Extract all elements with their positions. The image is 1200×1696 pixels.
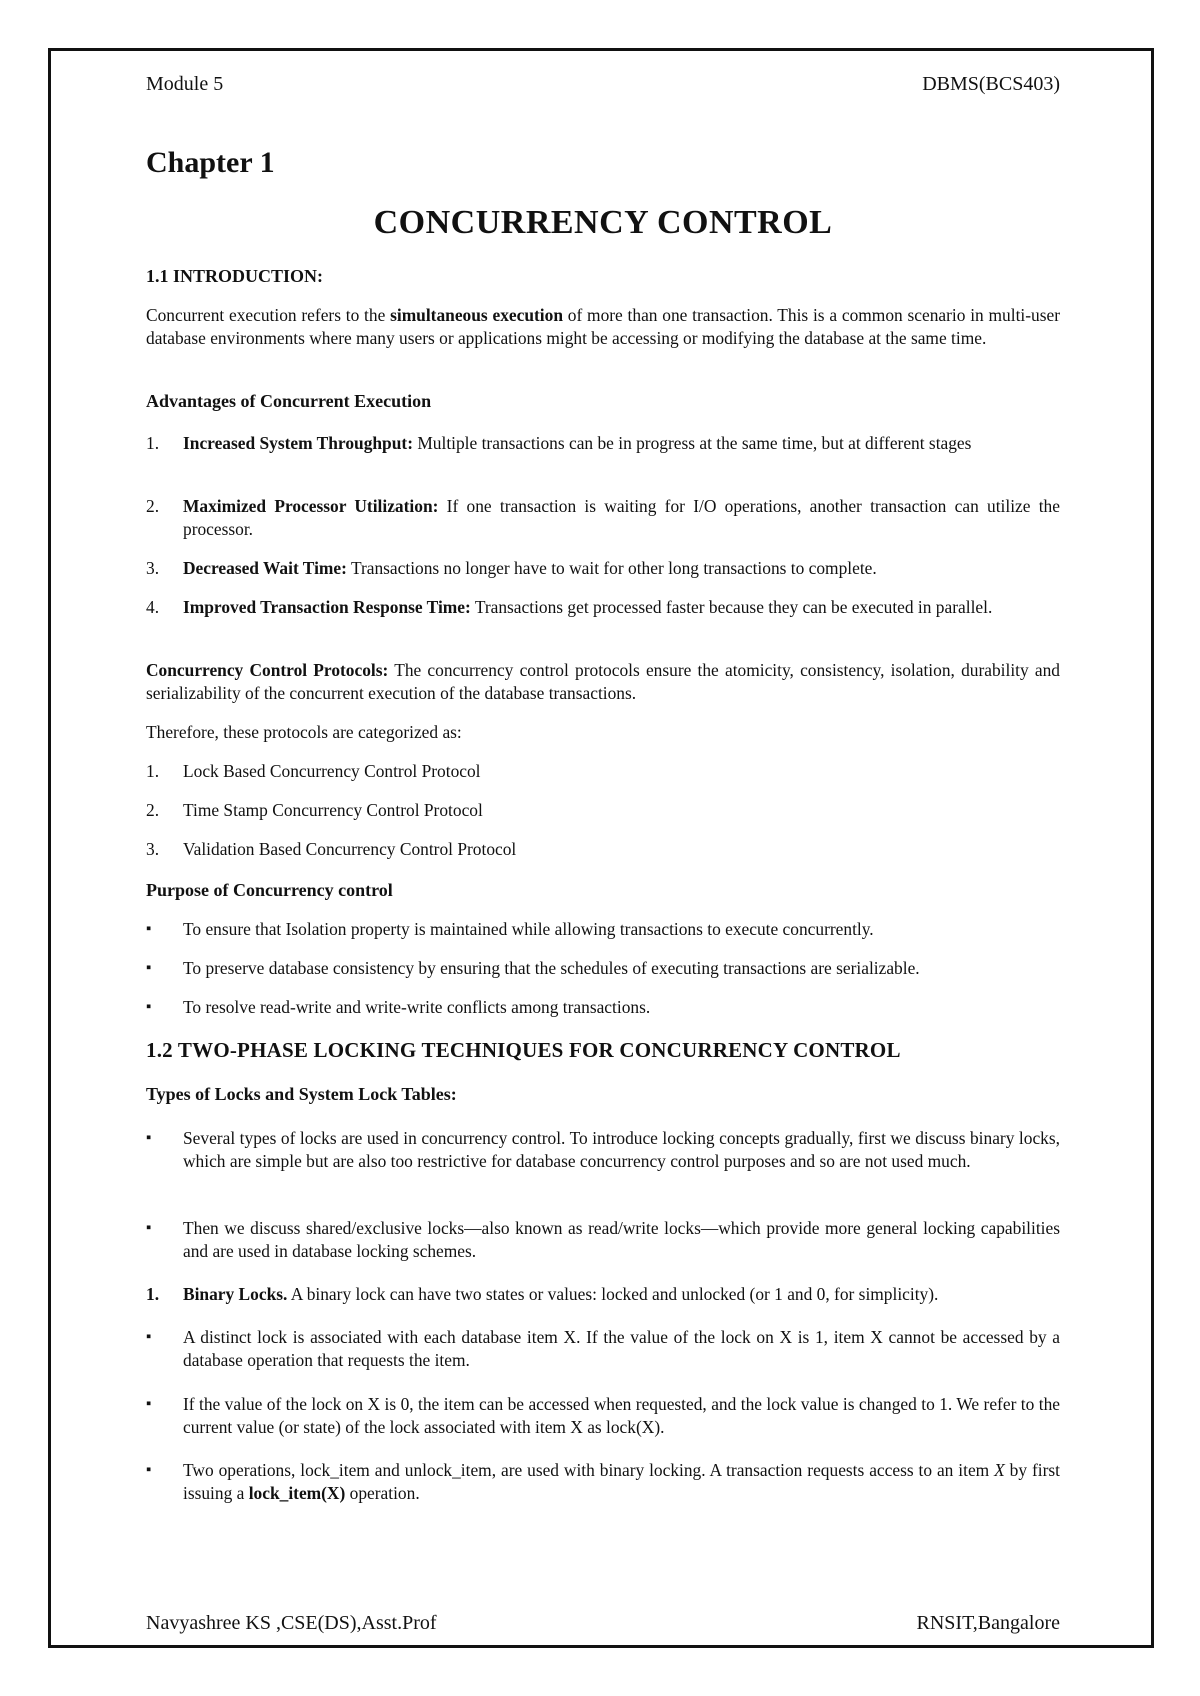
intro-paragraph: Concurrent execution refers to the simultaneous execution of more than one transaction. This is a common scenario in multi-user database environments where many users or applications might be accessing or modifying the database at the same time. [146, 305, 1060, 348]
bullet-icon: ▪ [146, 1462, 152, 1478]
list-item: ▪ To resolve read-write and write-write conflicts among transactions. [146, 997, 651, 1017]
protocols-paragraph: Concurrency Control Protocols: The concurrency control protocols ensure the atomicity, consistency, isolation, durability and serializability of the concurrent execution of the database transactions. [146, 660, 1060, 703]
bullet-icon: ▪ [146, 960, 152, 976]
bullet-icon: ▪ [146, 921, 152, 937]
lock-types-heading: Types of Locks and System Lock Tables: [146, 1084, 457, 1104]
protocols-therefore: Therefore, these protocols are categorized as: [146, 722, 462, 742]
list-item: 4. Improved Transaction Response Time: Transactions get processed faster because they can be executed in parallel. [146, 597, 993, 617]
list-item: 2. Time Stamp Concurrency Control Protocol [146, 800, 483, 820]
bullet-icon: ▪ [146, 1130, 152, 1146]
list-item: ▪ To ensure that Isolation property is maintained while allowing transactions to execute concurrently. [146, 919, 874, 939]
list-item: ▪ Then we discuss shared/exclusive locks—also known as read/write locks—which provide more general locking capabilities and are used in database locking schemes. [146, 1218, 1060, 1261]
footer-institution: RNSIT,Bangalore [916, 1612, 1060, 1634]
list-item: 3. Decreased Wait Time: Transactions no longer have to wait for other long transactions to complete. [146, 558, 877, 578]
section-heading-two-phase: 1.2 TWO-PHASE LOCKING TECHNIQUES FOR CONCURRENCY CONTROL [146, 1038, 901, 1062]
list-item: 1. Binary Locks. A binary lock can have two states or values: locked and unlocked (or 1 and 0, for simplicity). [146, 1284, 939, 1304]
advantages-heading: Advantages of Concurrent Execution [146, 391, 432, 411]
bullet-icon: ▪ [146, 1329, 152, 1345]
purpose-heading: Purpose of Concurrency control [146, 880, 393, 900]
list-item: 3. Validation Based Concurrency Control Protocol [146, 839, 517, 859]
intro-heading: 1.1 INTRODUCTION: [146, 266, 324, 286]
list-item: ▪ Two operations, lock_item and unlock_item, are used with binary locking. A transaction requests access to an item X by first issuing a lock_item(X) operation. [146, 1460, 1060, 1503]
list-item: ▪ If the value of the lock on X is 0, the item can be accessed when requested, and the lock value is changed to 1. We refer to the current value (or state) of the lock associated with item X as lock(X). [146, 1394, 1060, 1437]
header-module: Module 5 [146, 73, 224, 95]
list-item: 1. Lock Based Concurrency Control Protocol [146, 761, 481, 781]
page-title: CONCURRENCY CONTROL [373, 204, 833, 241]
bullet-icon: ▪ [146, 1396, 152, 1412]
list-item: 2. Maximized Processor Utilization: If one transaction is waiting for I/O operations, another transaction can utilize the processor. [146, 496, 1060, 539]
list-item: ▪ A distinct lock is associated with each database item X. If the value of the lock on X is 1, item X cannot be accessed by a database operation that requests the item. [146, 1327, 1060, 1370]
header-course: DBMS(BCS403) [922, 73, 1060, 95]
bullet-icon: ▪ [146, 999, 152, 1015]
footer-author: Navyashree KS ,CSE(DS),Asst.Prof [146, 1612, 437, 1634]
bullet-icon: ▪ [146, 1220, 152, 1236]
list-item: ▪ Several types of locks are used in concurrency control. To introduce locking concepts gradually, first we discuss binary locks, which are simple but are also too restrictive for database concurrency control purposes and so are not used much. [146, 1128, 1060, 1171]
chapter-label: Chapter 1 [146, 146, 275, 179]
list-item: ▪ To preserve database consistency by ensuring that the schedules of executing transactions are serializable. [146, 958, 920, 978]
list-item: 1. Increased System Throughput: Multiple transactions can be in progress at the same time, but at different stages [146, 433, 972, 453]
